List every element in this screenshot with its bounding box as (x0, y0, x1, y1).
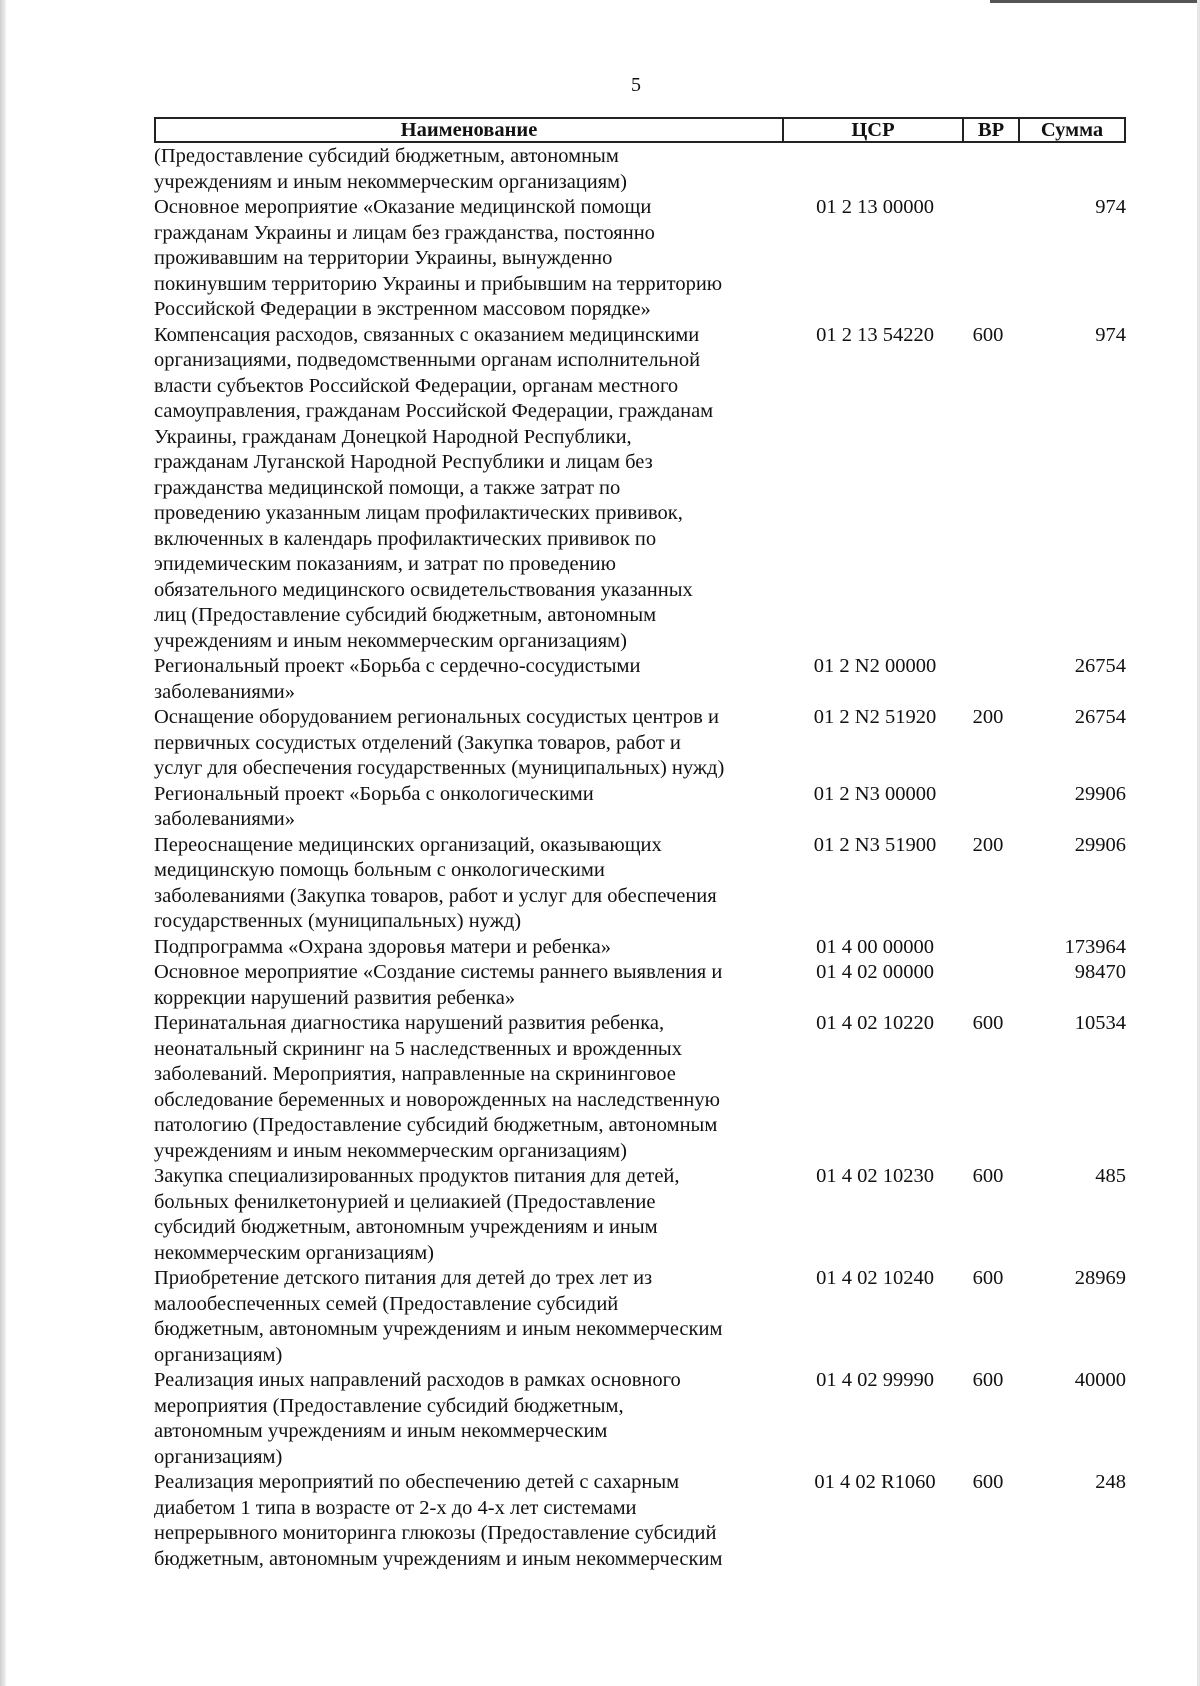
page-number: 5 (631, 74, 641, 96)
header-name: Наименование (400, 119, 538, 141)
row-csr: 01 4 02 99990 (816, 1369, 934, 1391)
row-sum: 974 (1095, 196, 1126, 218)
row-vr: 200 (972, 833, 1004, 856)
row-sum: 26754 (1074, 706, 1126, 728)
row-csr: 01 2 13 54220 (816, 323, 934, 346)
row-name: Оснащение оборудованием региональных сосудистых центров и первичных сосудистых отделений (Закупка товаров, работ и услуг для обеспечения государственных (муниципальных) нужд) (154, 706, 725, 779)
row-vr (958, 654, 1012, 705)
table-row (154, 323, 1126, 655)
row-name: Подпрограмма «Охрана здоровья матери и ребенка» (154, 935, 611, 958)
table-row (154, 1368, 1126, 1470)
row-vr (958, 195, 1012, 323)
scan-top-edge (990, 0, 1200, 3)
table-row (154, 935, 1126, 961)
table-row (154, 1011, 1126, 1164)
table-body (154, 144, 1126, 1572)
row-vr: 600 (972, 1165, 1004, 1187)
row-csr: 01 4 02 R1060 (814, 1471, 936, 1493)
row-sum: 98470 (1074, 961, 1126, 983)
row-sum: 28969 (1074, 1267, 1126, 1289)
row-sum: 10534 (1074, 1012, 1126, 1034)
row-vr (958, 935, 1012, 961)
row-name: (Предоставление субсидий бюджетным, автономным учреждениям и иным некоммерческим организациям) (154, 145, 627, 193)
table-row (154, 960, 1126, 1011)
row-sum: 29906 (1074, 833, 1126, 856)
row-name: Реализация иных направлений расходов в рамках основного мероприятия (Предоставление субсидий бюджетным, автономным учреждениям и иным некоммерческим организациям) (154, 1369, 681, 1468)
row-sum: 26754 (1074, 655, 1126, 677)
row-csr: 01 4 02 10240 (816, 1267, 934, 1289)
table-row (154, 1164, 1126, 1266)
header-vr: ВР (977, 119, 1005, 141)
row-vr (958, 782, 1012, 833)
row-name: Региональный проект «Борьба с сердечно-сосудистыми заболеваниями» (154, 655, 641, 703)
row-name: Региональный проект «Борьба с онкологическими заболеваниями» (154, 782, 594, 830)
row-vr: 600 (972, 1369, 1004, 1391)
row-csr (780, 144, 958, 195)
row-csr: 01 2 N2 51920 (813, 706, 937, 728)
scan-left-edge (0, 0, 6, 1686)
row-sum: 29906 (1074, 782, 1126, 805)
table-row (154, 654, 1126, 705)
row-csr: 01 4 02 10230 (816, 1165, 934, 1187)
row-sum: 485 (1095, 1165, 1126, 1187)
row-csr: 01 4 00 00000 (816, 935, 934, 958)
table-row (154, 1470, 1126, 1572)
row-name: Приобретение детского питания для детей до трех лет из малообеспеченных семей (Предоставление субсидий бюджетным, автономным учреждениям и иным некоммерческим организациям) (154, 1267, 723, 1366)
table-row (154, 833, 1126, 935)
row-csr: 01 4 02 10220 (816, 1012, 934, 1034)
row-vr: 600 (972, 1267, 1004, 1289)
row-name: Компенсация расходов, связанных с оказанием медицинскими организациями, подведомственными органам исполнительной власти субъектов Российской Федерации, органам местного самоуправления, гражданам Российской Федерации, гражданам Украины, гражданам Донецкой Народной Республики, гражданам Луганской Народной Республики и лицам без гражданства медицинской помощи, а также затрат по проведению указанным лицам профилактических прививок, включенных в календарь профилактических прививок по эпидемическим показаниям, и затрат по проведению обязательного медицинского освидетельствования указанных лиц (Предоставление субсидий бюджетным, автономным учреждениям и иным некоммерческим организациям) (154, 323, 714, 652)
row-sum: 974 (1095, 323, 1126, 346)
row-name: Реализация мероприятий по обеспечению детей с сахарным диабетом 1 типа в возрасте от 2-х до 4-х лет системами непрерывного мониторинга глюкозы (Предоставление субсидий бюджетным, автономным учреждениям и иным некоммерческим (154, 1471, 723, 1570)
table-row (154, 1266, 1126, 1368)
row-csr: 01 2 N3 00000 (813, 782, 937, 805)
row-name: Основное мероприятие «Создание системы раннего выявления и коррекции нарушений развития ребенка» (154, 961, 723, 1009)
header-sum: Сумма (1040, 119, 1104, 141)
row-name: Закупка специализированных продуктов питания для детей, больных фенилкетонурией и целиакией (Предоставление субсидий бюджетным, автономным учреждениям и иным некоммерческим организациям) (154, 1165, 680, 1264)
row-name: Переоснащение медицинских организаций, оказывающих медицинскую помощь больным с онкологическими заболеваниями (Закупка товаров, работ и услуг для обеспечения государственных (муниципальных) нужд) (154, 833, 717, 932)
row-sum: 248 (1095, 1471, 1126, 1493)
row-csr: 01 2 13 00000 (816, 196, 934, 218)
row-sum: 173964 (1064, 935, 1126, 958)
row-csr: 01 2 N2 00000 (813, 655, 937, 677)
table-header (154, 117, 1126, 143)
row-sum: 40000 (1074, 1369, 1126, 1391)
row-vr: 600 (972, 1012, 1004, 1034)
header-csr: ЦСР (851, 119, 895, 141)
table-row (154, 195, 1126, 323)
row-vr: 600 (972, 323, 1004, 346)
row-name: Основное мероприятие «Оказание медицинской помощи гражданам Украины и лицам без гражданства, постоянно проживавшим на территории Украины, вынужденно покинувшим территорию Украины и прибывшим на территорию Российской Федерации в экстренном массовом порядке» (154, 196, 723, 320)
table-row (154, 705, 1126, 782)
table-row (154, 782, 1126, 833)
row-name: Перинатальная диагностика нарушений развития ребенка, неонатальный скрининг на 5 наследственных и врожденных заболеваний. Мероприятия, направленные на скрининговое обследование беременных и новорожденных на наследственную патологию (Предоставление субсидий бюджетным, автономным учреждениям и иным некоммерческим организациям) (154, 1012, 720, 1162)
row-csr: 01 2 N3 51900 (813, 833, 937, 856)
table-row (154, 144, 1126, 195)
row-vr (958, 144, 1012, 195)
row-vr: 600 (972, 1471, 1004, 1493)
row-vr (958, 960, 1012, 1011)
row-csr: 01 4 02 00000 (816, 961, 934, 983)
row-sum (1012, 144, 1126, 195)
row-vr: 200 (972, 706, 1004, 728)
